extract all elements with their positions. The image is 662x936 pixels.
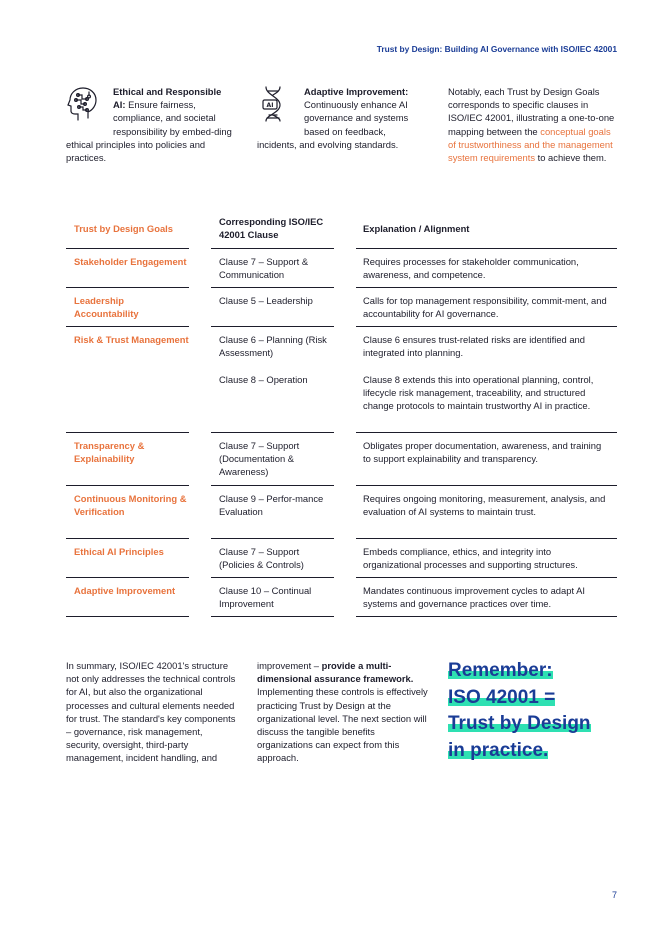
goal-cell: Adaptive Improvement bbox=[74, 585, 176, 596]
summary-col-1: In summary, ISO/IEC 42001's structure not only addresses the technical controls for AI, but also the organizational processes and cultural elements needed for trust. The standard's key components – governance, risk management, security, oversight, third-party management, incident handling, and bbox=[66, 660, 236, 764]
mapping-text-before: Notably, each Trust by Design Goals corresponds to specific clauses in ISO/IEC 42001, illustrating a one-to-one mapping between the bbox=[448, 86, 615, 137]
goal-cell: Risk & Trust Management bbox=[74, 334, 189, 345]
ai-dna-icon bbox=[257, 85, 293, 125]
table-row bbox=[66, 287, 617, 326]
header-explanation: Explanation / Alignment bbox=[363, 223, 470, 234]
goal-cell: Ethical AI Principles bbox=[74, 546, 164, 557]
callout-line-3: Trust by Design bbox=[448, 713, 591, 734]
adaptive-heading: Adaptive Improvement: bbox=[304, 86, 409, 97]
brain-circuit-icon bbox=[66, 85, 102, 125]
explanation-cell-secondary: Clause 8 extends this into operational planning, control, lifecycle risk management, traceability, and structured change protocols to maintain trustworthy AI in practice. bbox=[363, 374, 594, 412]
mapping-text-after: to achieve them. bbox=[535, 152, 607, 164]
clause-cell-secondary: Clause 8 – Operation bbox=[219, 374, 308, 385]
intro-adaptive bbox=[257, 85, 425, 151]
page-number: 7 bbox=[611, 890, 617, 900]
intro-ethical bbox=[66, 85, 232, 164]
callout-line-1: Remember: bbox=[448, 660, 553, 681]
mapping-highlight: conceptual goals of trustworthiness and the management system requirements bbox=[448, 125, 613, 164]
explanation-cell: Requires ongoing monitoring, measurement, analysis, and evaluation of AI systems to maintain trust. bbox=[363, 493, 606, 518]
clause-cell: Clause 5 – Leadership bbox=[219, 295, 313, 306]
clause-cell: Clause 6 – Planning (Risk Assessment) bbox=[219, 334, 327, 359]
intro-mapping bbox=[448, 85, 618, 164]
adaptive-body: Continuously enhance AI governance and systems based on feedback, incidents, and evolving standards. bbox=[257, 99, 409, 150]
summary-col-2 bbox=[257, 659, 429, 765]
table-row bbox=[66, 326, 617, 432]
clause-cell: Clause 10 – Continual Improvement bbox=[219, 585, 312, 610]
svg-text:AI: AI bbox=[266, 102, 274, 109]
goal-cell: Continuous Monitoring & Verification bbox=[74, 493, 187, 518]
table-row bbox=[66, 432, 617, 485]
explanation-cell: Mandates continuous improvement cycles to adapt AI systems and governance practices over time. bbox=[363, 585, 585, 610]
summary-col2-after: Implementing these controls is effectively practicing Trust by Design at the organizational level. The next section will discuss the tangible benefits organizations can expect from this approach. bbox=[257, 686, 428, 764]
table-row bbox=[66, 485, 617, 538]
explanation-cell: Requires processes for stakeholder communication, awareness, and competence. bbox=[363, 256, 579, 281]
callout-line-4: in practice. bbox=[448, 739, 549, 761]
ethical-heading: Ethical and Responsible AI: bbox=[113, 86, 222, 111]
header-clause: Corresponding ISO/IEC 42001 Clause bbox=[219, 216, 324, 241]
table-row bbox=[66, 538, 617, 577]
explanation-cell: Embeds compliance, ethics, and integrity into organizational processes and supporting structures. bbox=[363, 546, 578, 571]
goal-cell: Stakeholder Engagement bbox=[74, 256, 187, 267]
clause-cell: Clause 7 – Support (Policies & Controls) bbox=[219, 546, 304, 571]
summary-col2-before: improvement – bbox=[257, 660, 322, 671]
header-goals: Trust by Design Goals bbox=[74, 223, 173, 234]
explanation-cell: Calls for top management responsibility, commit-ment, and accountability for AI governance. bbox=[363, 295, 607, 320]
table-row bbox=[66, 248, 617, 287]
clause-cell: Clause 7 – Support & Communication bbox=[219, 256, 309, 281]
summary-col2-bold: provide a multi-dimensional assurance framework. bbox=[257, 660, 414, 685]
callout-line-2: ISO 42001 = bbox=[448, 686, 556, 708]
remember-callout bbox=[448, 658, 628, 764]
table-row bbox=[66, 577, 617, 616]
clause-cell: Clause 9 – Perfor-mance Evaluation bbox=[219, 493, 324, 518]
clause-cell: Clause 7 – Support (Documentation & Awareness) bbox=[219, 440, 300, 478]
running-header: Trust by Design: Building AI Governance with ISO/IEC 42001 bbox=[376, 44, 617, 54]
explanation-cell: Clause 6 ensures trust-related risks are identified and integrated into planning. bbox=[363, 334, 585, 359]
goal-cell: Leadership Accountability bbox=[74, 295, 139, 320]
explanation-cell: Obligates proper documentation, awareness, and training to support explainability and transparency. bbox=[363, 440, 602, 465]
ethical-body: Ensure fairness, compliance, and societal responsibility by embed-ding ethical principles into policies and practices. bbox=[66, 99, 232, 164]
goal-cell: Transparency & Explainability bbox=[74, 440, 145, 465]
